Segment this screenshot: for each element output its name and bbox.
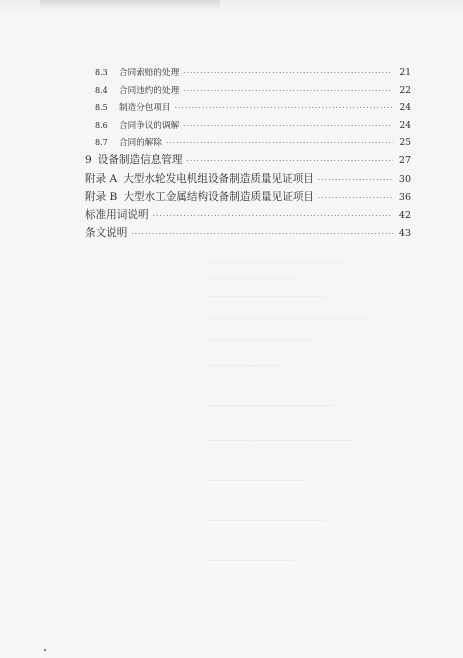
toc-leader-dots	[183, 122, 393, 130]
show-through-line	[205, 480, 305, 481]
show-through-line	[205, 365, 285, 366]
show-through-line	[205, 560, 295, 561]
toc-entry-title: 合同违约的处理	[119, 86, 180, 96]
toc-entry-page: 24	[399, 103, 411, 113]
toc-entry-8-6	[95, 119, 411, 131]
show-through-line	[205, 262, 345, 263]
toc-entry-number: 附录 B	[85, 191, 118, 203]
toc-entry-number: 8.6	[95, 121, 108, 130]
toc-entry-title: 设备制造信息管理	[97, 154, 183, 166]
show-through-line	[205, 405, 335, 406]
toc-leader-dots	[153, 212, 393, 220]
show-through-line	[205, 278, 295, 279]
show-through-line	[205, 440, 355, 441]
toc-entry-appendix-a	[85, 171, 411, 186]
toc-entry-title: 合同的解除	[119, 138, 162, 148]
toc-entry-page: 24	[399, 121, 411, 131]
toc-leader-dots	[187, 157, 394, 165]
show-through-line	[205, 318, 365, 319]
toc-entry-number: 8.4	[95, 86, 108, 95]
scan-shadow	[40, 0, 220, 10]
toc-entry-page: 27	[398, 155, 411, 166]
show-through-line	[205, 520, 325, 521]
toc-entry-page: 36	[398, 192, 411, 203]
toc-entry-number: 9	[85, 154, 92, 166]
toc-entry-title: 条文说明	[85, 227, 128, 239]
toc-entry-title: 大型水轮发电机组设备制造质量见证项目	[123, 173, 314, 185]
toc-entry-title: 合同索赔的处理	[119, 68, 180, 78]
toc-entry-page: 22	[399, 86, 411, 96]
toc-entry-title: 制造分包项目	[119, 103, 171, 113]
toc-entry-8-3	[95, 66, 411, 78]
toc-leader-dots	[175, 104, 393, 112]
toc-leader-dots	[131, 230, 393, 238]
toc-entry-page: 21	[399, 68, 411, 78]
toc-entry-9	[85, 152, 411, 167]
toc-leader-dots	[183, 87, 393, 95]
toc-entry-title: 大型水工金属结构设备制造质量见证项目	[123, 191, 315, 203]
toc-entry-page: 43	[398, 228, 411, 239]
scan-speck	[44, 649, 46, 651]
toc-leader-dots	[318, 194, 393, 202]
toc-entry-number: 8.3	[95, 68, 108, 77]
toc-leader-dots	[183, 69, 393, 77]
toc-entry-8-5	[95, 101, 411, 113]
show-through-line	[205, 296, 325, 297]
toc-entry-appendix-b	[85, 189, 411, 204]
toc-entry-page: 30	[398, 174, 411, 185]
toc-entry-8-4	[95, 84, 411, 96]
toc-entry-number: 8.7	[95, 138, 108, 147]
toc-entry-number: 附录 A	[85, 173, 118, 185]
toc-entry-8-7	[95, 136, 411, 148]
toc-leader-dots	[166, 139, 393, 147]
toc-leader-dots	[318, 176, 393, 184]
show-through-line	[205, 340, 315, 341]
toc-entry-terms	[85, 207, 411, 222]
toc-entry-title: 标准用词说明	[85, 209, 149, 221]
toc-entry-title: 合同争议的调解	[119, 121, 180, 131]
toc-entry-page: 42	[398, 210, 411, 221]
toc-entry-number: 8.5	[95, 103, 108, 112]
toc-entry-page: 25	[399, 138, 411, 148]
toc-entry-explanation	[85, 225, 411, 240]
